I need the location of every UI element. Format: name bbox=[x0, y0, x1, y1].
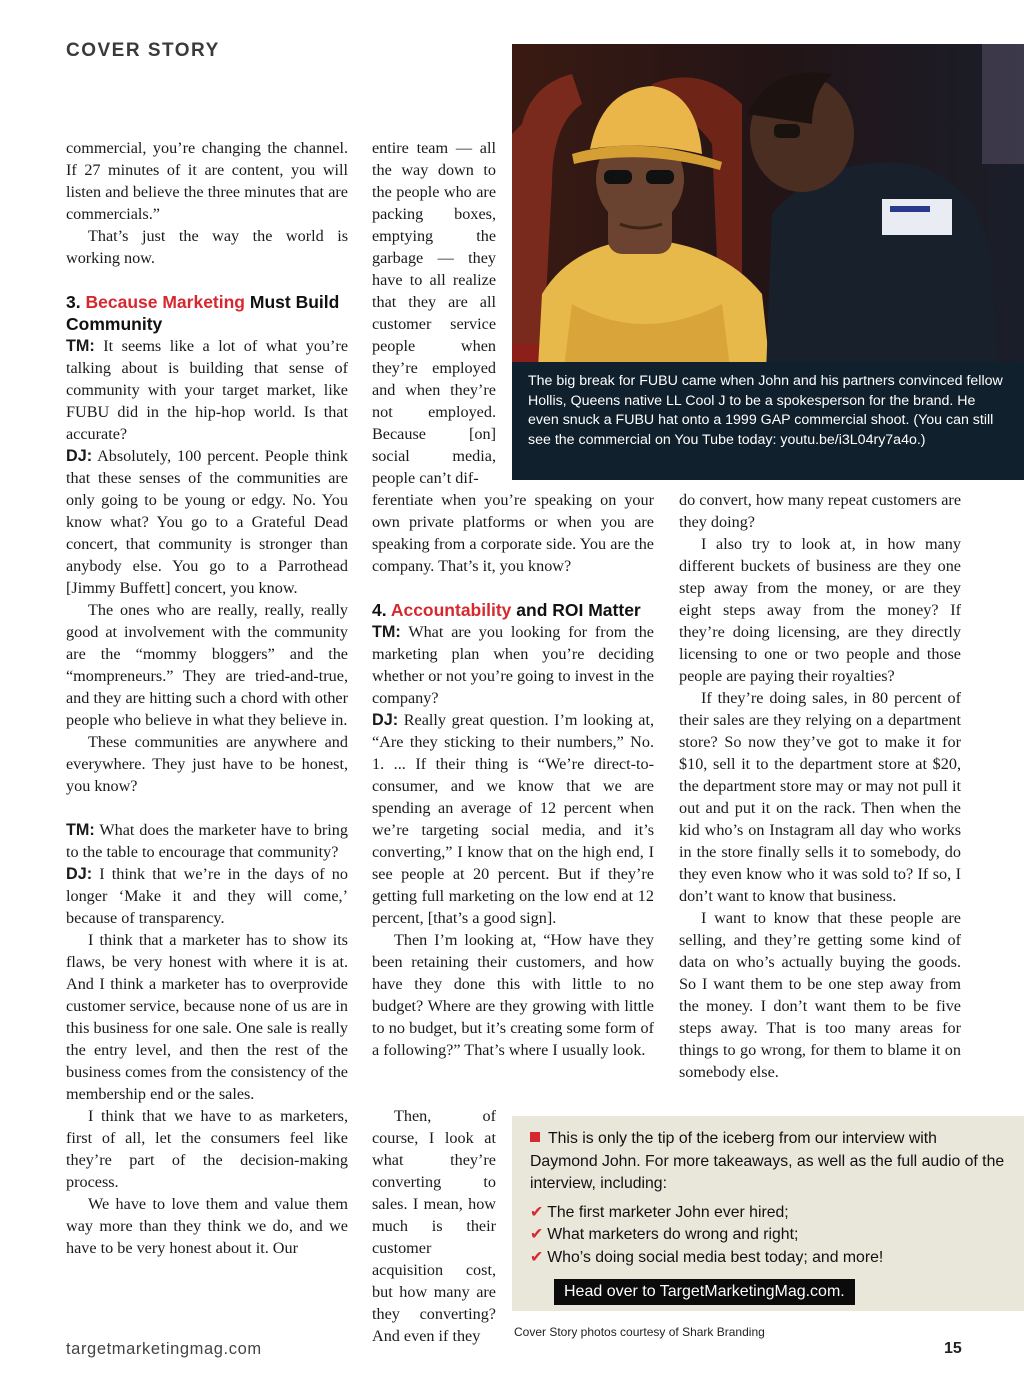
paragraph: Then I’m looking at, “How have they been retaining their customers, and how have they done this with little to no budget? Where are they growing with little to no budget, but it’s creating some form of a following?” That’s where I usually look. bbox=[372, 931, 654, 1059]
page-number: 15 bbox=[944, 1340, 962, 1357]
list-item-text: The first marketer John ever hired; bbox=[547, 1203, 789, 1221]
paragraph: ferentiate when you’re speaking on your own private platforms or when you are speaking from a corporate side. You are the company. That’s it, you know? bbox=[372, 491, 654, 575]
question-text: What are you looking for from the marketing plan when you’re deciding whether or not you’re going to invest in the company? bbox=[372, 623, 654, 707]
subhead-number: 3. bbox=[66, 292, 81, 312]
article-column-1 bbox=[66, 137, 348, 1259]
paragraph: I also try to look at, in how many different buckets of business are they one step away from the money, or are they eight steps away from the money? If they’re doing licensing, are they directly licensing to one or two people and those people are paying their royalties? bbox=[679, 535, 961, 685]
answer-text: I think that we’re in the days of no longer ‘Make it and they will come,’ because of transparency. bbox=[66, 865, 348, 927]
paragraph: commercial, you’re changing the channel. If 27 minutes of it are content, you will listen and believe the three minutes that are commercials.” bbox=[66, 139, 348, 223]
question-text: It seems like a lot of what you’re talking about is building that sense of community with your target market, like FUBU did in the hip-hop world. Is that accurate? bbox=[66, 337, 349, 443]
subhead-highlight: Accountability bbox=[390, 600, 512, 620]
paragraph: Then, of course, I look at what they’re converting to sales. I mean, how much is their customer acquisition cost, but how many are they converting? And even if they bbox=[372, 1107, 496, 1345]
list-item-text: Who’s doing social media best today; and more! bbox=[547, 1248, 884, 1266]
answer-text: Absolutely, 100 percent. People think that these senses of the communities are only going to be young or edgy. No. You know what? You go to a Grateful Dead concert, that community is stronger than anybody else. You go to a Parrothead [Jimmy Buffett] concert, you know. bbox=[66, 447, 348, 597]
speaker-label: TM: bbox=[66, 821, 95, 839]
checkmark-icon: ✔ bbox=[530, 1248, 544, 1266]
photo-caption: The big break for FUBU came when John and his partners convinced fellow Hollis, Queens native LL Cool J to be a spokesperson for the brand. He even snuck a FUBU hat onto a 1999 GAP commercial shoot. (You can still see the commercial on You Tube today: youtu.be/i3L04ry7a4o.) bbox=[512, 362, 1024, 480]
subhead-3 bbox=[66, 291, 348, 335]
speaker-label: TM: bbox=[372, 623, 401, 641]
list-item bbox=[530, 1202, 1008, 1225]
interview-answer bbox=[66, 445, 348, 599]
paragraph: The ones who are really, really, really good at involvement with the community are the “mommy bloggers” and the “mompreneurs.” They are tried-and-true, and they are hitting such a chord with other people who believe in what they believe in. bbox=[66, 601, 348, 729]
photo-credit: Cover Story photos courtesy of Shark Branding bbox=[514, 1325, 765, 1339]
list-item bbox=[530, 1247, 1008, 1270]
article-column-2 bbox=[372, 489, 654, 1061]
paragraph: That’s just the way the world is working now. bbox=[66, 227, 348, 267]
interview-question bbox=[66, 335, 348, 445]
subhead-highlight: Because Marketing bbox=[85, 292, 245, 312]
promo-sidebar bbox=[512, 1116, 1024, 1311]
subhead-number: 4. bbox=[372, 600, 387, 620]
interview-answer bbox=[372, 709, 654, 929]
paragraph: These communities are anywhere and everywhere. They just have to be honest, you know? bbox=[66, 733, 348, 795]
sidebar-intro bbox=[530, 1128, 1008, 1196]
subhead-4 bbox=[372, 599, 654, 621]
paragraph: do convert, how many repeat customers are they doing? bbox=[679, 491, 961, 531]
cta-link[interactable]: Head over to TargetMarketingMag.com. bbox=[554, 1279, 855, 1305]
speaker-label: TM: bbox=[66, 337, 95, 355]
paragraph: We have to love them and value them way more than they think we do, and we have to be very honest about it. Our bbox=[66, 1195, 348, 1257]
list-item-text: What marketers do wrong and right; bbox=[547, 1226, 799, 1243]
paragraph: I think that we have to as marketers, first of all, let the consumers feel like they’re part of the decision-making process. bbox=[66, 1107, 348, 1191]
paragraph: I think that a marketer has to show its flaws, be very honest with where it is at. And I think a marketer has to overprovide customer service, because none of us are in this business for one sale. One sale is really the entry level, and then the rest of the business comes from the consistency of the membership end or the sales. bbox=[66, 931, 348, 1103]
checkmark-icon: ✔ bbox=[530, 1203, 544, 1221]
article-column-2-bottom bbox=[372, 1105, 496, 1347]
interview-question bbox=[66, 819, 348, 863]
paragraph: If they’re doing sales, in 80 percent of their sales are they relying on a department store? So now they’ve got to make it for $10, sell it to the department store at $20, the department store may or may not pull it out and put it on the rack. Then when the kid who’s on Instagram all day who works in the store finally sells it to somebody, do they even know who it was sold to? If so, I don’t want to know that business. bbox=[679, 689, 961, 905]
speaker-label: DJ: bbox=[372, 711, 399, 729]
speaker-label: DJ: bbox=[66, 447, 93, 465]
section-label: COVER STORY bbox=[66, 40, 220, 61]
interview-question bbox=[372, 621, 654, 709]
interview-answer bbox=[66, 863, 348, 929]
answer-text: Really great question. I’m looking at, “Are they sticking to their numbers,” No. 1. ... If their thing is “We’re direct-to-consumer, and we know that we are spending an average of 12 percent when we’re targeting social media, and it’s converting,” I know that on the high end, I see people at 20 percent. But if they’re getting full marketing on the low end at 12 percent, [that’s a good sign]. bbox=[372, 711, 654, 927]
article-column-3 bbox=[679, 489, 961, 1083]
subhead-text: and ROI Matter bbox=[516, 600, 641, 620]
sidebar-intro-text: This is only the tip of the iceberg from our interview with Daymond John. For more takeaways, as well as the full audio of the interview, including: bbox=[530, 1130, 1005, 1192]
question-text: What does the marketer have to bring to the table to encourage that community? bbox=[66, 821, 348, 861]
sidebar-list bbox=[530, 1202, 1008, 1270]
checkmark-icon: ✔ bbox=[530, 1226, 544, 1243]
paragraph: I want to know that these people are selling, and they’re getting some kind of data on who’s actually buying the goods. So I want them to be one step away from the money. I don’t want them to be five steps away. That is too many areas for things to go wrong, for them to blame it on somebody else. bbox=[679, 909, 961, 1081]
speaker-label: DJ: bbox=[66, 865, 93, 883]
footer-url: targetmarketingmag.com bbox=[66, 1340, 262, 1358]
subhead-text: Must Build Community bbox=[66, 292, 340, 334]
list-item bbox=[530, 1224, 1008, 1247]
article-column-2-top bbox=[372, 137, 496, 489]
red-square-icon bbox=[530, 1132, 540, 1142]
paragraph: entire team — all the way down to the people who are packing boxes, emptying the garbage — they have to all realize that they are all customer service people when they’re employed and when they’re not employed. Because [on] social media, people can’t dif- bbox=[372, 139, 496, 487]
